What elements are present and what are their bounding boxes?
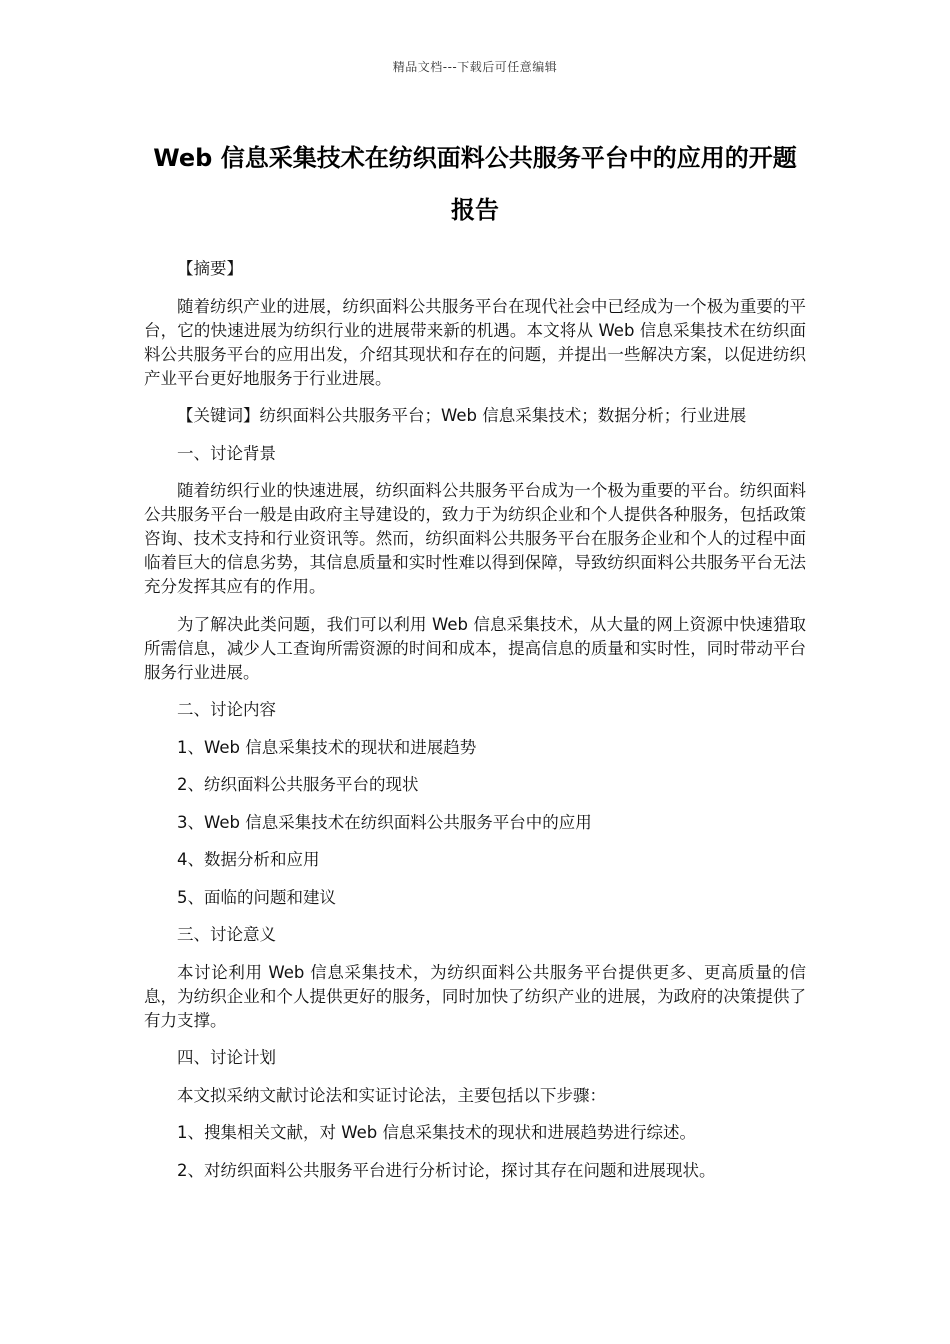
section-heading-plan: 四、讨论计划 xyxy=(177,1048,276,1067)
content-list-item: 5、面临的问题和建议 xyxy=(177,887,336,907)
background-paragraph-2: 为了解决此类问题，我们可以利用 Web 信息采集技术，从大量的网上资源中快速猎取所需信息，减少人工查询所需资源的时间和成本，提高信息的质量和实时性，同时带动平台服务行业进展。 xyxy=(144,614,806,682)
content-list-item: 2、纺织面料公共服务平台的现状 xyxy=(177,775,419,794)
plan-list-item: 2、对纺织面料公共服务平台进行分析讨论，探讨其存在问题和进展现状。 xyxy=(177,1160,716,1180)
section-heading-background: 一、讨论背景 xyxy=(177,443,276,463)
section-heading-content: 二、讨论内容 xyxy=(177,700,276,719)
content-list-item: 4、数据分析和应用 xyxy=(177,850,320,869)
keywords-paragraph: 【关键词】纺织面料公共服务平台；Web 信息采集技术；数据分析；行业进展 xyxy=(177,406,747,425)
content-list-item: 3、Web 信息采集技术在纺织面料公共服务平台中的应用 xyxy=(177,812,592,832)
abstract-heading: 【摘要】 xyxy=(177,259,243,278)
abstract-paragraph: 随着纺织产业的进展，纺织面料公共服务平台在现代社会中已经成为一个极为重要的平台，它的快速进展为纺织行业的进展带来新的机遇。本文将从 Web 信息采集技术在纺织面料公共服务平台的应用出发，介绍其现状和存在的问题，并提出一些解决方案，以促进纺织产业平台更好地服务于行业进展。 xyxy=(144,296,806,388)
plan-list-item: 1、搜集相关文献，对 Web 信息采集技术的现状和进展趋势进行综述。 xyxy=(177,1123,696,1142)
content-list-item: 1、Web 信息采集技术的现状和进展趋势 xyxy=(177,737,477,757)
background-paragraph-1: 随着纺织行业的快速进展，纺织面料公共服务平台成为一个极为重要的平台。纺织面料公共服务平台一般是由政府主导建设的，致力于为纺织企业和个人提供各种服务，包括政策咨询、技术支持和行业资讯等。然而，纺织面料公共服务平台在服务企业和个人的过程中面临着巨大的信息劣势，其信息质量和实时性难以得到保障，导致纺织面料公共服务平台无法充分发挥其应有的作用。 xyxy=(144,481,806,596)
significance-paragraph: 本讨论利用 Web 信息采集技术，为纺织面料公共服务平台提供更多、更高质量的信息，为纺织企业和个人提供更好的服务，同时加快了纺织产业的进展，为政府的决策提供了有力支撑。 xyxy=(144,962,806,1030)
plan-intro-paragraph: 本文拟采纳文献讨论法和实证讨论法，主要包括以下步骤： xyxy=(177,1085,606,1105)
document-title: Web 信息采集技术在纺织面料公共服务平台中的应用的开题报告 xyxy=(153,144,797,224)
page-header-note: 精品文档---下载后可任意编辑 xyxy=(392,60,558,74)
section-heading-significance: 三、讨论意义 xyxy=(177,925,276,944)
document-body xyxy=(144,257,806,1196)
